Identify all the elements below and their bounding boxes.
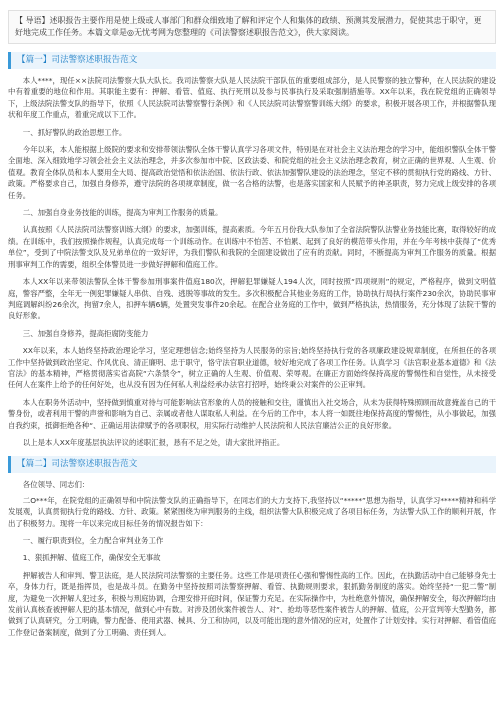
paragraph: 一、履行职责到位，全力配合审判业务工作: [22, 536, 164, 545]
section-heading-2: 【篇二】司法警察述职报告范文: [8, 456, 496, 473]
paragraph: 本人XX年以来带领法警队全体干警参加刑事案件值庭180次，押解犯罪嫌疑人194人次，同时按照“四项规则”的规定，严格程序，做到文明值庭，警容严整，全年无一例犯罪嫌疑人串供、自残、逃脱等事故的发生。多次积极配合其他业务庭的工作，协助执行局执行案件230余次，协助民事审判庭调解纠纷26余次，拘留7余人，扣押车辆6辆，处置突发事件20余起。在配合业务庭的工作中，做到严格执法，热情服务，充分体现了法院干警的良好形象。: [8, 277, 496, 321]
section-heading-1: 【篇一】司法警察述职报告范文: [8, 52, 496, 69]
paragraph: XX年以来，本人始终坚持政治理论学习，坚定理想信念;始终坚持为人民服务的宗旨;始终坚持执行党的各项廉政建设规章制度，在所担任的各项工作中坚持做到政治坚定、作风优良、清正廉明、忠于职守，恪守法官职业道德，较好地完成了各项工作任务。认真学习《法官职业基本道德》和《法官法》的基本精神，严格贯彻落实省高院“六条禁令”，树立正确的人生观、价值观、荣辱观。在廉正方面始终保持高度的警惕性和自觉性，从未接受任何人在案件上给予的任何好处，也从没有因为任何私人利益经承办法官打招呼，始终秉公对案件的公正审判。: [8, 346, 496, 390]
paragraph: 三、加强自身修养，提高拒腐防变能力: [22, 328, 149, 338]
paragraph: 今年以来，本人能根据上级院的要求和安排带领法警队全体干警认真学习各项文件，特别是在对社会主义法治理念的学习中，能组织警队全体干警全面地、深入细致地学习领会社会主义法治理念，并多次参加市中院、区政法委、和院党组的社会主义法治理念教育，树立正确的世界观、人生观、价值观。教育全体队员和本人要用全大局、提高政治觉悟和依法治国、依法行政、依法加强警队建设的法治理念，坚定不移的贯彻执行党的路线、方针、政策。严格要求自己，加强自身修养，遵守法院的各项规章制度，做一名合格的法警，也是落实国家和人民赋予的神圣职责，努力完成上级安排的各项任务。: [8, 145, 496, 200]
paragraph: 本人在职务外活动中，坚持做到慎重对待与可能影响法官形象的人员的接触和交往，谨慎出入社交场合，从未为获得特殊照顾而故意掩盖自己的干警身份，或者利用干警的声誉和影响为自己、亲属或者他人谋取私人利益。在今后的工作中，本人将一如既往地保持高度的警惕性，从小事做起，加强自我约束，抵御拒绝各种“、正确运用法律赋予的各项职权，用实际行动维护人民法院和人民法官廉洁公正的良好形象。: [8, 397, 496, 430]
paragraph: 本人****，现任××法院司法警察大队大队长。我司法警察大队是人民法院干部队伍的重要组成部分，是人民警察的独立警种，在人民法院的建设中有着重要的地位和作用。其职能主要有：押解、看管、值庭、执行死刑以及参与民事执行及采取强制措施等。XX年以来，我在院党组的正确领导下，上级法院法警支队的指导下，依照《人民法院司法警察警行条例》和《人民法院司法警察警训练大纲》的要求，积极开展各项工作，并根据警队现状和年度工作重点，着重完成以下工作。: [8, 76, 496, 120]
paragraph: 各位领导、同志们：: [22, 480, 90, 490]
paragraph: 1、狠抓押解、值庭工作，确保安全无事故: [22, 553, 161, 563]
paragraph: 一、抓好警队的政治思想工作。: [22, 127, 127, 137]
paragraph: 以上是本人XX年度基层执法评议的述职汇报，恳有不足之处，请大家批评指正。: [22, 437, 285, 447]
paragraph: 二O***年，在院党组的正确领导和中院法警支队的正确指导下，在同志们的大力支持下,我坚持以“*****”思想为指导，认真学习*****精神和科学发展观，认真贯彻执行党的路线、方针、政策。紧紧围绕为审判服务的主线，组织法警大队积极完成了各项目标任务，为法警大队工作的顺利开展，作出了积极努力。现将一年以来完成目标任务的情况报告如下：: [8, 495, 496, 528]
paragraph: 二、加强自身业务技能的训练，提高为审判工作服务的质量。: [22, 208, 223, 218]
paragraph: 押解被告人和审判、警卫法庭，是人民法院司法警察的主要任务。这些工作是项责任心强和警惕性高的工作。因此，在执勤活动中自己能够身先士卒，身体力行，既是指挥员，也是战斗员。在勤务中坚持按照司法警察押解、看管、执勤规则要求，狠抓勤务制度的落实。始终坚持“一犯二警”制度，为避免一次押解人犯过多，积极与刑庭协调，合理安排开庭时间，保证警力充足。在实际操作中，为杜绝意外情况，确保押解安全，每次押解均由发前认真核查被押解人犯的基本情况，做到心中有数。对涉及团伙案件被告人、对“、抢劫等恶性案件被告人的押解、值庭，公开宣判等大型勤务，都做到了认真研究，分工明确，警力配备、使用武器、械具、分工和协同，以及可能出现的意外情况的应对，处置作了计划安排。实行对押解、看管值庭工作登记备案制度，做到了分工明确、责任到人。: [8, 570, 496, 637]
paragraph: 认真按照《人民法院司法警察训练大纲》的要求，加强训练，提高素质。今年五月份我大队参加了全省法院警队法警业务技能比赛，取得较好的成绩。在训练中，我们按照操作规程，认真完成每一个训练动作。在训练中不怕苦、不怕累、起到了良好的模范带头作用，并在今年考核中获得了“优秀单位”，受到了中院法警支队及兄弟单位的一致好评，为我们警队和我院的全面建设做出了应有的贡献。同时，不断提高为审判工作服务的质量。根据刑事审判工作的需要，组织全体警员进一步做好押解和值庭工作。: [8, 225, 496, 269]
intro-box: 【 导语】述职报告主要作用是使上级或人事部门和群众细致地了解和评定个人和集体的政绩、预测其发展潜力，促使其忠于职守，更好地完成工作任务。本篇文章是◎无忧考网为您整理的《司法警察述职报告范文》，供大家阅读。: [8, 10, 496, 44]
